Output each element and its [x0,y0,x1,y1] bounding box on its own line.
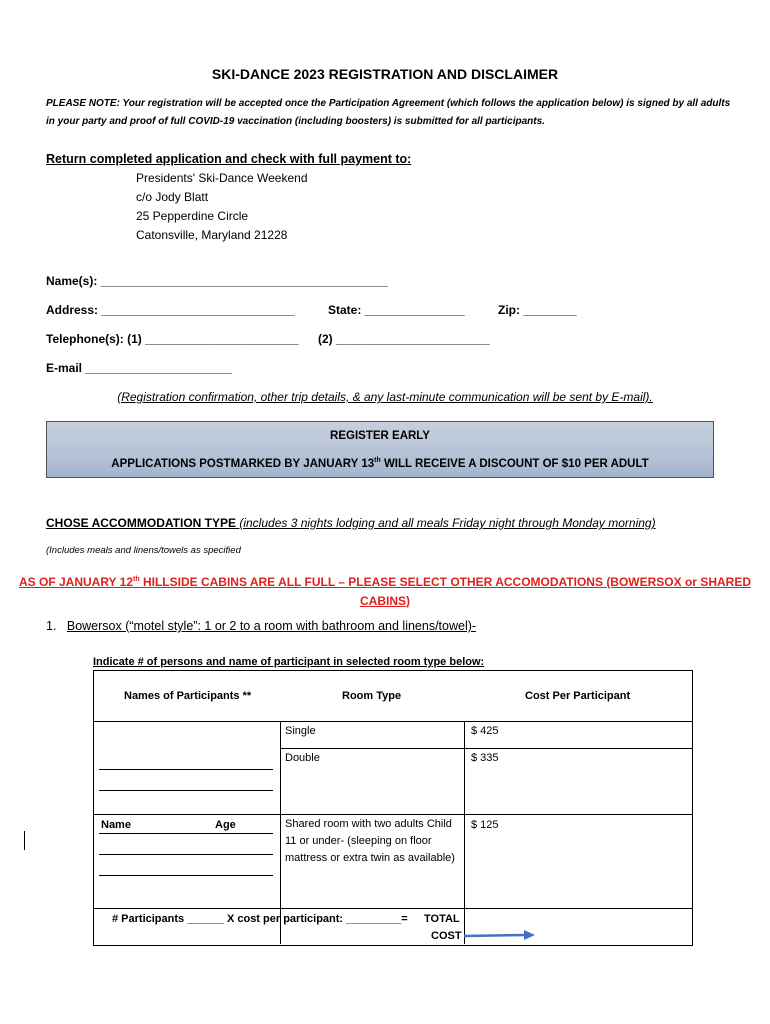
address-line: c/o Jody Blatt [136,190,209,204]
banner-discount: APPLICATIONS POSTMARKED BY JANUARY 13th WILL RECEIVE A DISCOUNT OF $10 PER ADULT [111,457,649,470]
cabins-full-alert: AS OF JANUARY 12th HILLSIDE CABINS ARE ALL FULL – PLEASE SELECT OTHER ACCOMODATIONS (BOWERSOX or SHARED CABINS) [18,575,751,608]
participant-name-line[interactable] [99,769,273,770]
age-label: Age [215,819,236,831]
email-field[interactable]: E-mail ______________________ [46,361,233,375]
participant-name-line[interactable] [99,854,273,855]
email-note: (Registration confirmation, other trip details, & any last-minute communication will be sent by E-mail). [117,390,653,404]
accommodation-header: CHOSE ACCOMMODATION TYPE (includes 3 nights lodging and all meals Friday night through Monday morning) [46,516,656,530]
telephone2-field[interactable]: (2) _______________________ [318,332,490,346]
cost-double: $ 335 [471,752,499,764]
zip-field[interactable]: Zip: ________ [498,303,577,317]
page-title: SKI-DANCE 2023 REGISTRATION AND DISCLAIMER [211,66,559,82]
register-early-banner [46,421,714,478]
address-line: 25 Pepperdine Circle [136,209,249,223]
header-names: Names of Participants ** [124,690,252,702]
participant-name-line[interactable] [99,790,273,791]
address-line: Catonsville, Maryland 21228 [136,228,288,242]
participant-name-line[interactable] [99,875,273,876]
cost-shared: $ 125 [471,819,499,831]
state-field[interactable]: State: _______________ [328,303,465,317]
banner-title: REGISTER EARLY [330,430,430,442]
participant-name-line[interactable] [99,833,273,834]
includes-note: (Includes meals and linens/towels as specified [46,545,241,556]
return-header: Return completed application and check with full payment to: [46,152,412,166]
option-bowersox: 1. Bowersox (“motel style”: 1 or 2 to a room with bathroom and linens/towel)- [46,619,477,633]
cost-label: COST [431,930,462,942]
room-type-single: Single [285,725,316,737]
header-cost: Cost Per Participant [525,690,631,702]
address-line: Presidents' Ski-Dance Weekend [136,171,308,185]
telephone-field[interactable]: Telephone(s): (1) _______________________ [46,332,299,346]
room-type-double: Double [285,752,320,764]
name-label: Name [101,819,131,831]
arrow-right-icon [462,927,537,943]
header-room-type: Room Type [342,690,402,702]
please-note: PLEASE NOTE: Your registration will be accepted once the Participation Agreement (which follows the application below) is signed by all adults in your party and proof of full COVID-19 vaccination (including boosters) is submitted for all participants. [46,98,731,127]
room-type-shared: Shared room with two adults Child 11 or under- (sleeping on floor mattress or extra twin as available) [285,818,455,864]
total-label: TOTAL [424,913,460,925]
cost-single: $ 425 [471,725,499,737]
address-field[interactable]: Address: _____________________________ [46,303,295,317]
indicate-instructions: Indicate # of persons and name of participant in selected room type below: [93,656,485,668]
total-formula[interactable]: # Participants ______ X cost per participant: _________= [112,913,408,925]
text-cursor [24,831,25,850]
participants-table [93,670,693,946]
names-field[interactable]: Name(s): ___________________________________________ [46,274,388,288]
